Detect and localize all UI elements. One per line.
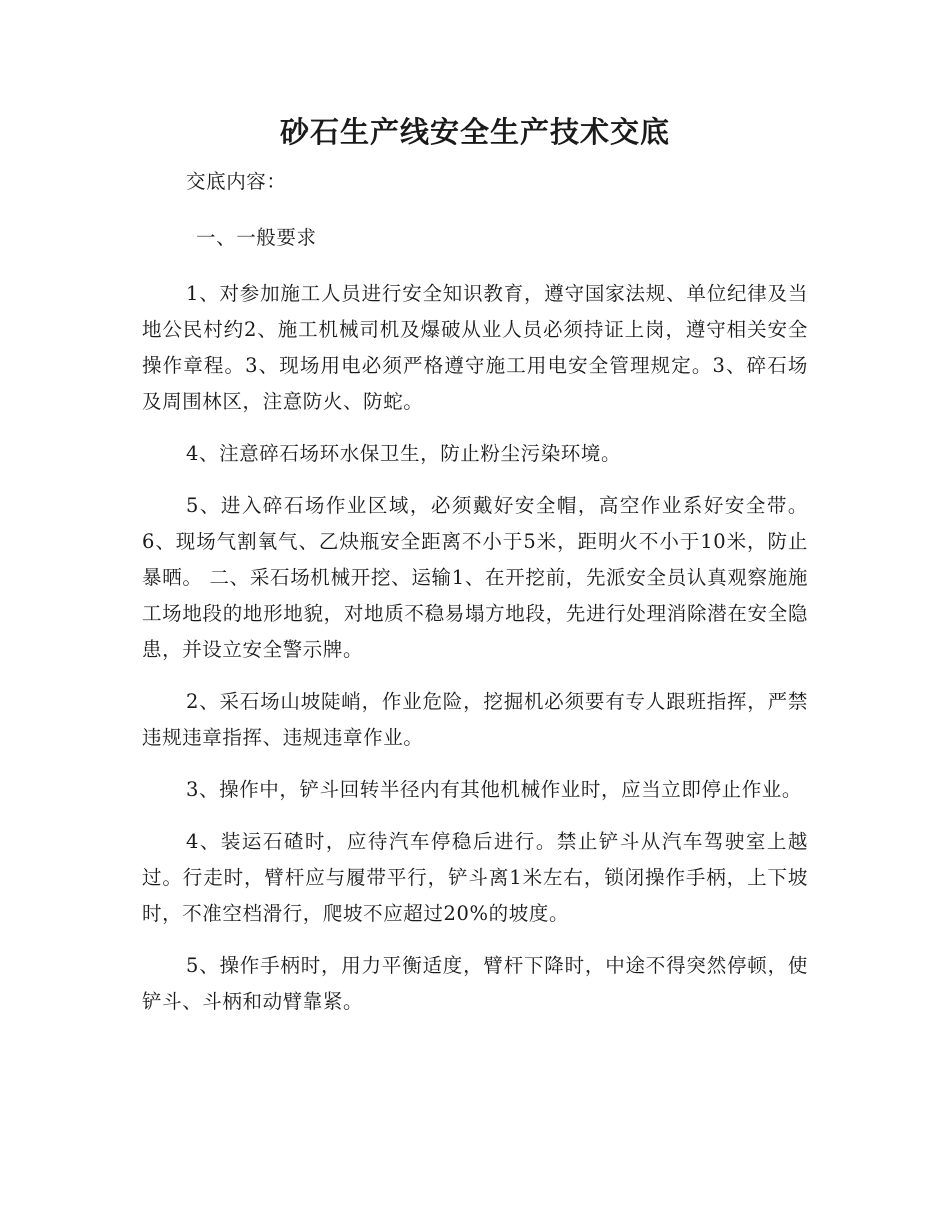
paragraph-quarry-2: 2、采石场山坡陡峭，作业危险，挖掘机必须要有专人跟班指挥，严禁违规违章指挥、违规违章作业。 (142, 690, 808, 749)
paragraph-quarry-4: 4、装运石碴时，应待汽车停稳后进行。禁止铲斗从汽车驾驶室上越过。行走时，臂杆应与履带平行，铲斗离1米左右，锁闭操作手柄，上下坡时，不准空档滑行，爬坡不应超过20%的坡度。 (142, 830, 808, 925)
section-heading-general: 一、一般要求 (196, 226, 317, 249)
intro-label: 交底内容： (186, 170, 287, 193)
paragraph-4: 4、注意碎石场环水保卫生，防止粉尘污染环境。 (186, 442, 622, 465)
document-title: 砂石生产线安全生产技术交底 (279, 115, 670, 149)
paragraph-1: 1、对参加施工人员进行安全知识教育，遵守国家法规、单位纪律及当地公民村约2、施工机械司机及爆破从业人员必须持证上岗，遵守相关安全操作章程。3、现场用电必须严格遵守施工用电安全管理规定。3、碎石场及周围林区，注意防火、防蛇。 (142, 282, 808, 413)
paragraph-quarry-3: 3、操作中，铲斗回转半径内有其他机械作业时，应当立即停止作业。 (186, 778, 803, 801)
paragraph-quarry-5: 5、操作手柄时，用力平衡适度，臂杆下降时，中途不得突然停顿，使铲斗、斗柄和动臂靠紧。 (142, 954, 808, 1013)
paragraph-5: 5、进入碎石场作业区域，必须戴好安全帽，高空作业系好安全带。6、现场气割氧气、乙炔瓶安全距离不小于5米，距明火不小于10米，防止暴晒。 二、采石场机械开挖、运输1、在开挖前，先派安全员认真观察施施工场地段的地形地貌，对地质不稳易塌方地段，先进行处理消除潜在安全隐患，并设立安全警示牌。 (142, 494, 808, 661)
document-body (142, 164, 808, 1036)
